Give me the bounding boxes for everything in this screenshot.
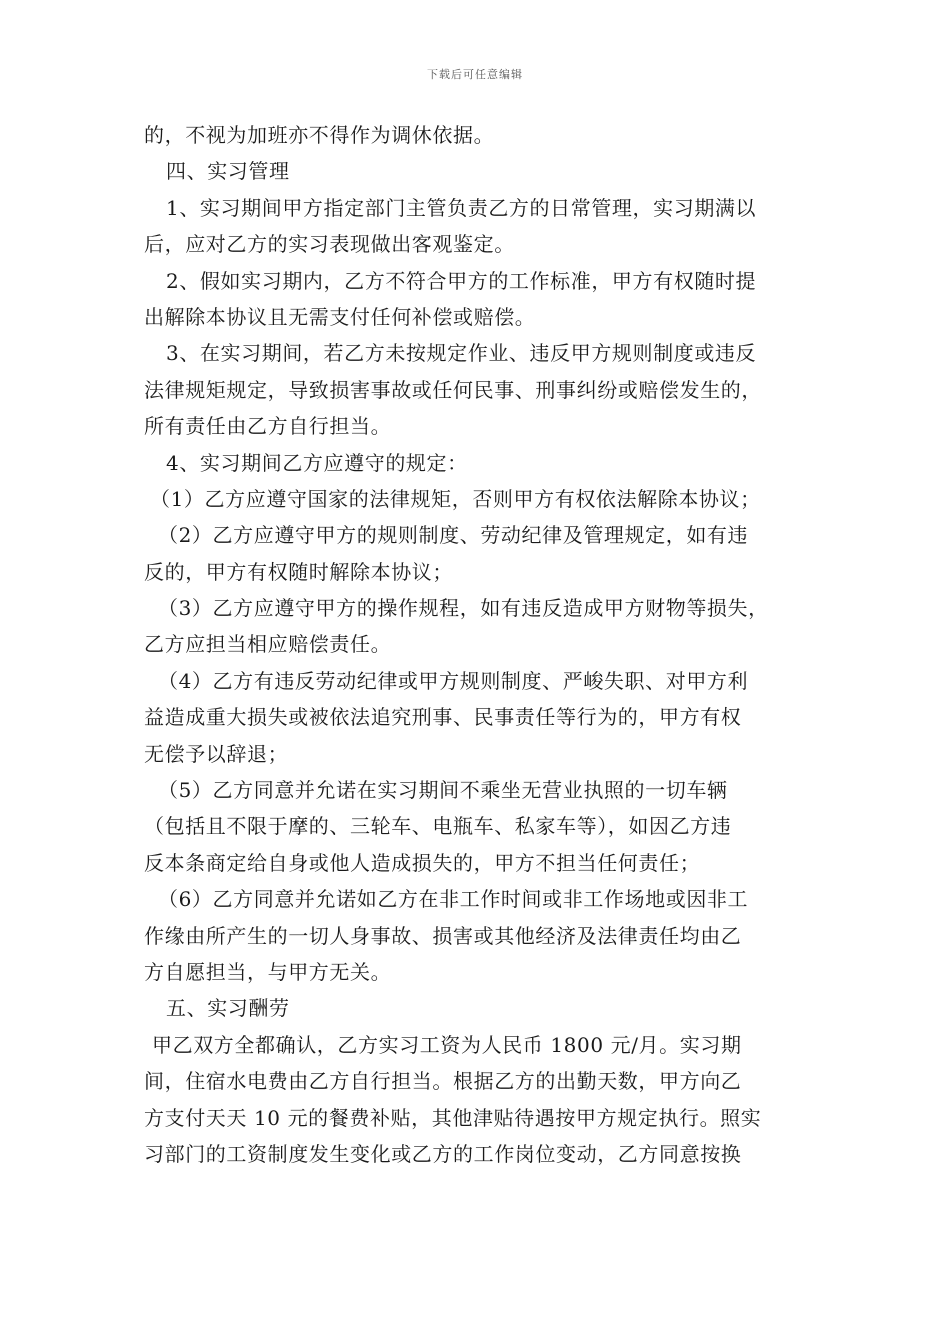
text-line: （3）乙方应遵守甲方的操作规程，如有违反造成甲方财物等损失， xyxy=(158,596,769,621)
text-line: （2）乙方应遵守甲方的规则制度、劳动纪律及管理规定，如有违 xyxy=(158,523,749,548)
text-line: 作缘由所产生的一切人身事故、损害或其他经济及法律责任均由乙 xyxy=(144,923,742,948)
text-line: 所有责任由乙方自行担当。 xyxy=(144,414,392,439)
text-line: 反本条商定给自身或他人造成损失的，甲方不担当任何责任； xyxy=(144,850,701,875)
text-line: 乙方应担当相应赔偿责任。 xyxy=(144,632,392,657)
text-line: 4、实习期间乙方应遵守的规定： xyxy=(166,450,468,475)
text-line: 3、在实习期间，若乙方未按规定作业、违反甲方规则制度或违反 xyxy=(166,341,757,366)
text-line: 的，不视为加班亦不得作为调休依据。 xyxy=(144,123,495,147)
text-line: 反的，甲方有权随时解除本协议； xyxy=(144,559,453,584)
text-line: （6）乙方同意并允诺如乙方在非工作时间或非工作场地或因非工 xyxy=(158,887,749,912)
text-line: 甲乙双方全都确认，乙方实习工资为人民币 1800 元/月。实习期 xyxy=(152,1032,742,1057)
text-line: 2、假如实习期内，乙方不符合甲方的工作标准，甲方有权随时提 xyxy=(166,268,757,293)
text-line: 习部门的工资制度发生变化或乙方的工作岗位变动，乙方同意按换 xyxy=(144,1141,742,1166)
text-line: 1、实习期间甲方指定部门主管负责乙方的日常管理，实习期满以 xyxy=(166,195,757,220)
text-line: （包括且不限于摩的、三轮车、电瓶车、私家车等），如因乙方违 xyxy=(144,814,732,839)
text-line: 法律规矩规定，导致损害事故或任何民事、刑事纠纷或赔偿发生的， xyxy=(144,377,762,402)
section-heading: 四、实习管理 xyxy=(166,159,290,184)
text-line: （1）乙方应遵守国家的法律规矩，否则甲方有权依法解除本协议； xyxy=(150,486,761,511)
text-line: 方支付天天 10 元的餐费补贴，其他津贴待遇按甲方规定执行。照实 xyxy=(144,1105,762,1130)
text-line: 益造成重大损失或被依法追究刑事、民事责任等行为的，甲方有权 xyxy=(144,705,742,730)
text-line: 后，应对乙方的实习表现做出客观鉴定。 xyxy=(144,232,515,257)
section-heading: 五、实习酬劳 xyxy=(166,996,290,1021)
text-line: （5）乙方同意并允诺在实习期间不乘坐无营业执照的一切车辆 xyxy=(158,778,728,803)
document-body xyxy=(144,117,816,1172)
text-line: 出解除本协议且无需支付任何补偿或赔偿。 xyxy=(144,304,536,329)
text-line: 方自愿担当，与甲方无关。 xyxy=(144,959,392,984)
text-line: （4）乙方有违反劳动纪律或甲方规则制度、严峻失职、对甲方利 xyxy=(158,668,749,693)
text-line: 无偿予以辞退； xyxy=(144,741,289,766)
text-line: 间，住宿水电费由乙方自行担当。根据乙方的出勤天数，甲方向乙 xyxy=(144,1069,742,1094)
page-header-note: 下载后可任意编辑 xyxy=(427,68,523,81)
